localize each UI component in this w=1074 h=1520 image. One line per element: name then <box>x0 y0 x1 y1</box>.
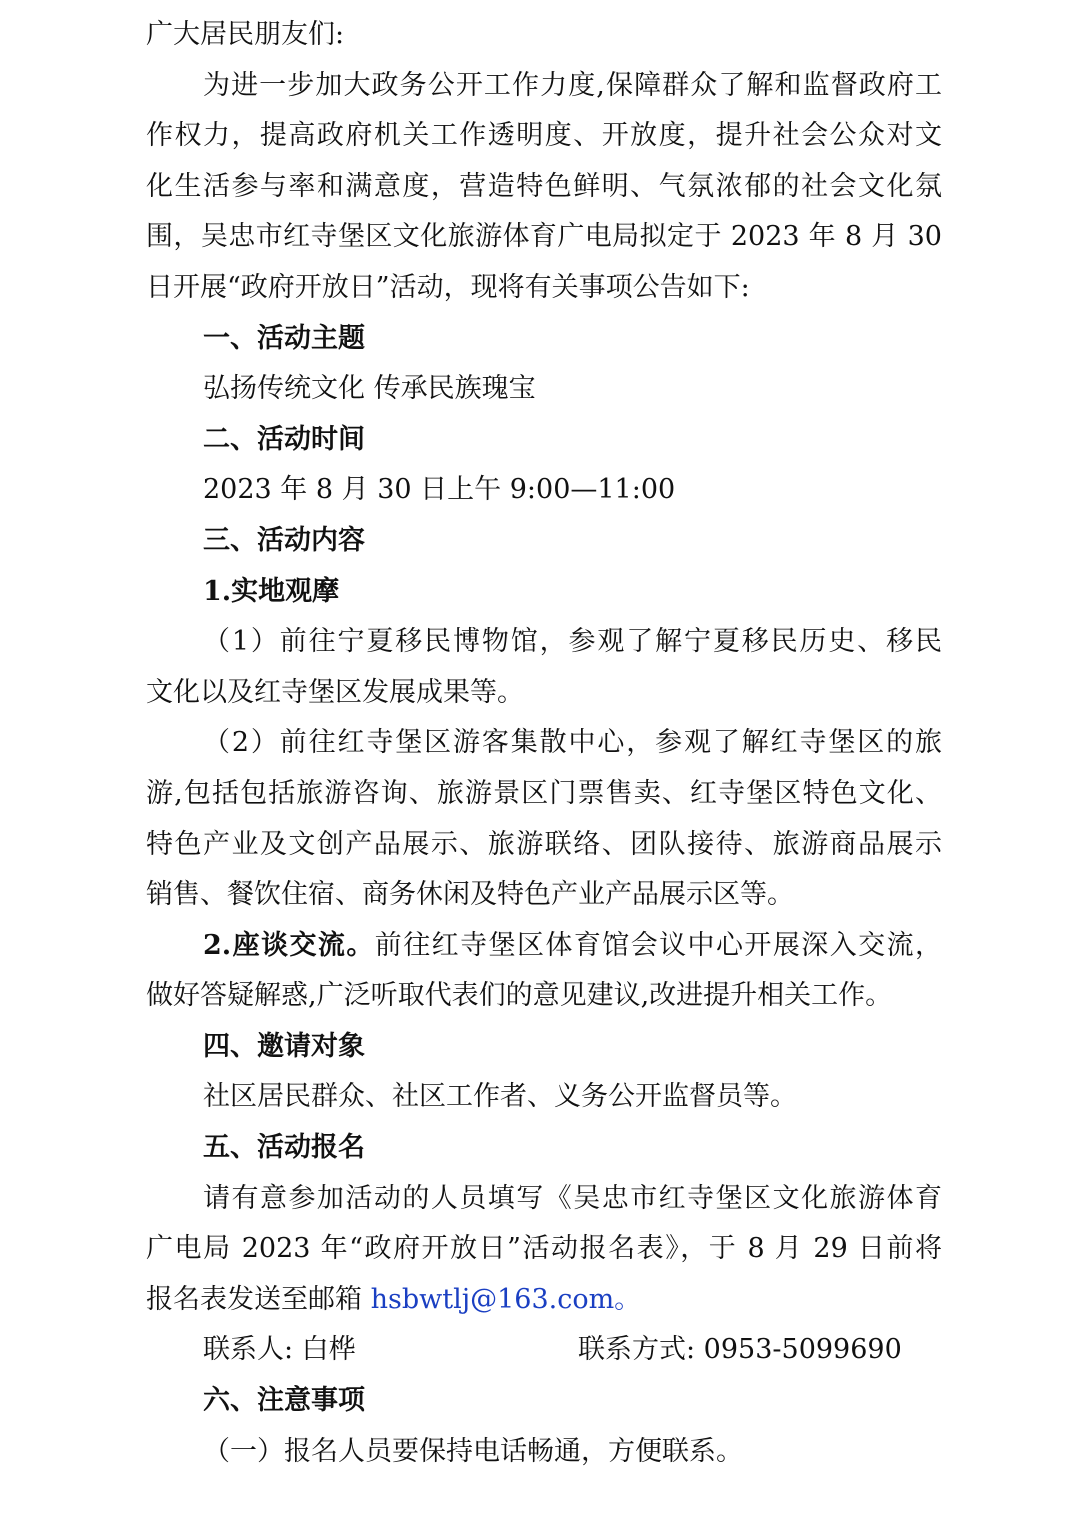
notes-item-1: （一）报名人员要保持电话畅通，方便联系。 <box>203 1435 743 1467</box>
item1-p1-line-1: （1）前往宁夏移民博物馆，参观了解宁夏移民历史、移民 <box>203 626 942 658</box>
section-heading-time: 二、活动时间 <box>203 423 365 455</box>
section-heading-notes: 六、注意事项 <box>203 1385 365 1417</box>
item1-p2-line-2: 游,包括包括旅游咨询、旅游景区门票售卖、红寺堡区特色文化、 <box>146 777 942 809</box>
email-prefix: 报名表发送至邮箱 <box>146 1283 371 1315</box>
section-heading-registration: 五、活动报名 <box>203 1132 365 1164</box>
invitees-content: 社区居民群众、社区工作者、义务公开监督员等。 <box>203 1081 797 1113</box>
intro-line-4: 围，吴忠市红寺堡区文化旅游体育广电局拟定于 2023 年 8 月 30 <box>146 221 942 253</box>
registration-line-3 <box>146 1275 942 1326</box>
registration-line-2: 广电局 2023 年“政府开放日”活动报名表》，于 8 月 29 日前将 <box>146 1233 942 1265</box>
intro-line-2: 作权力，提高政府机关工作透明度、开放度，提升社会公众对文 <box>146 120 942 152</box>
item1-p1-line-2: 文化以及红寺堡区发展成果等。 <box>146 676 524 708</box>
section-heading-theme: 一、活动主题 <box>203 322 365 354</box>
contact-line <box>146 1325 942 1376</box>
intro-line-1: 为进一步加大政务公开工作力度,保障群众了解和监督政府工 <box>203 69 942 101</box>
contact-phone: 联系方式: 0953-5099690 <box>578 1334 902 1366</box>
item1-p2-line-1: （2）前往红寺堡区游客集散中心，参观了解红寺堡区的旅 <box>203 727 942 759</box>
item2-line-2: 做好答疑解惑,广泛听取代表们的意见建议,改进提升相关工作。 <box>146 980 893 1012</box>
section-heading-content: 三、活动内容 <box>203 524 365 556</box>
item1-title: 1.实地观摩 <box>203 575 340 607</box>
greeting: 广大居民朋友们: <box>146 19 345 50</box>
intro-line-5: 日开展“政府开放日”活动，现将有关事项公告如下: <box>146 271 750 303</box>
item1-p2-line-3: 特色产业及文创产品展示、旅游联络、团队接待、旅游商品展示 <box>146 828 942 860</box>
document-page <box>146 10 942 1477</box>
item2-text-first: 前往红寺堡区体育馆会议中心开展深入交流， <box>374 929 943 961</box>
item2-title: 2.座谈交流。 <box>203 929 375 961</box>
section-heading-invitees: 四、邀请对象 <box>203 1030 365 1062</box>
contact-person: 联系人: 白桦 <box>203 1334 356 1366</box>
time-content: 2023 年 8 月 30 日上午 9:00—11:00 <box>203 474 676 506</box>
item2-line-1 <box>146 921 942 972</box>
theme-content: 弘扬传统文化 传承民族瑰宝 <box>203 373 536 405</box>
email-link[interactable]: hsbwtlj@163.com。 <box>370 1283 642 1315</box>
registration-line-1: 请有意参加活动的人员填写《吴忠市红寺堡区文化旅游体育 <box>203 1182 942 1214</box>
intro-line-3: 化生活参与率和满意度，营造特色鲜明、气氛浓郁的社会文化氛 <box>146 170 942 202</box>
item1-p2-line-4: 销售、餐饮住宿、商务休闲及特色产业产品展示区等。 <box>146 879 794 911</box>
